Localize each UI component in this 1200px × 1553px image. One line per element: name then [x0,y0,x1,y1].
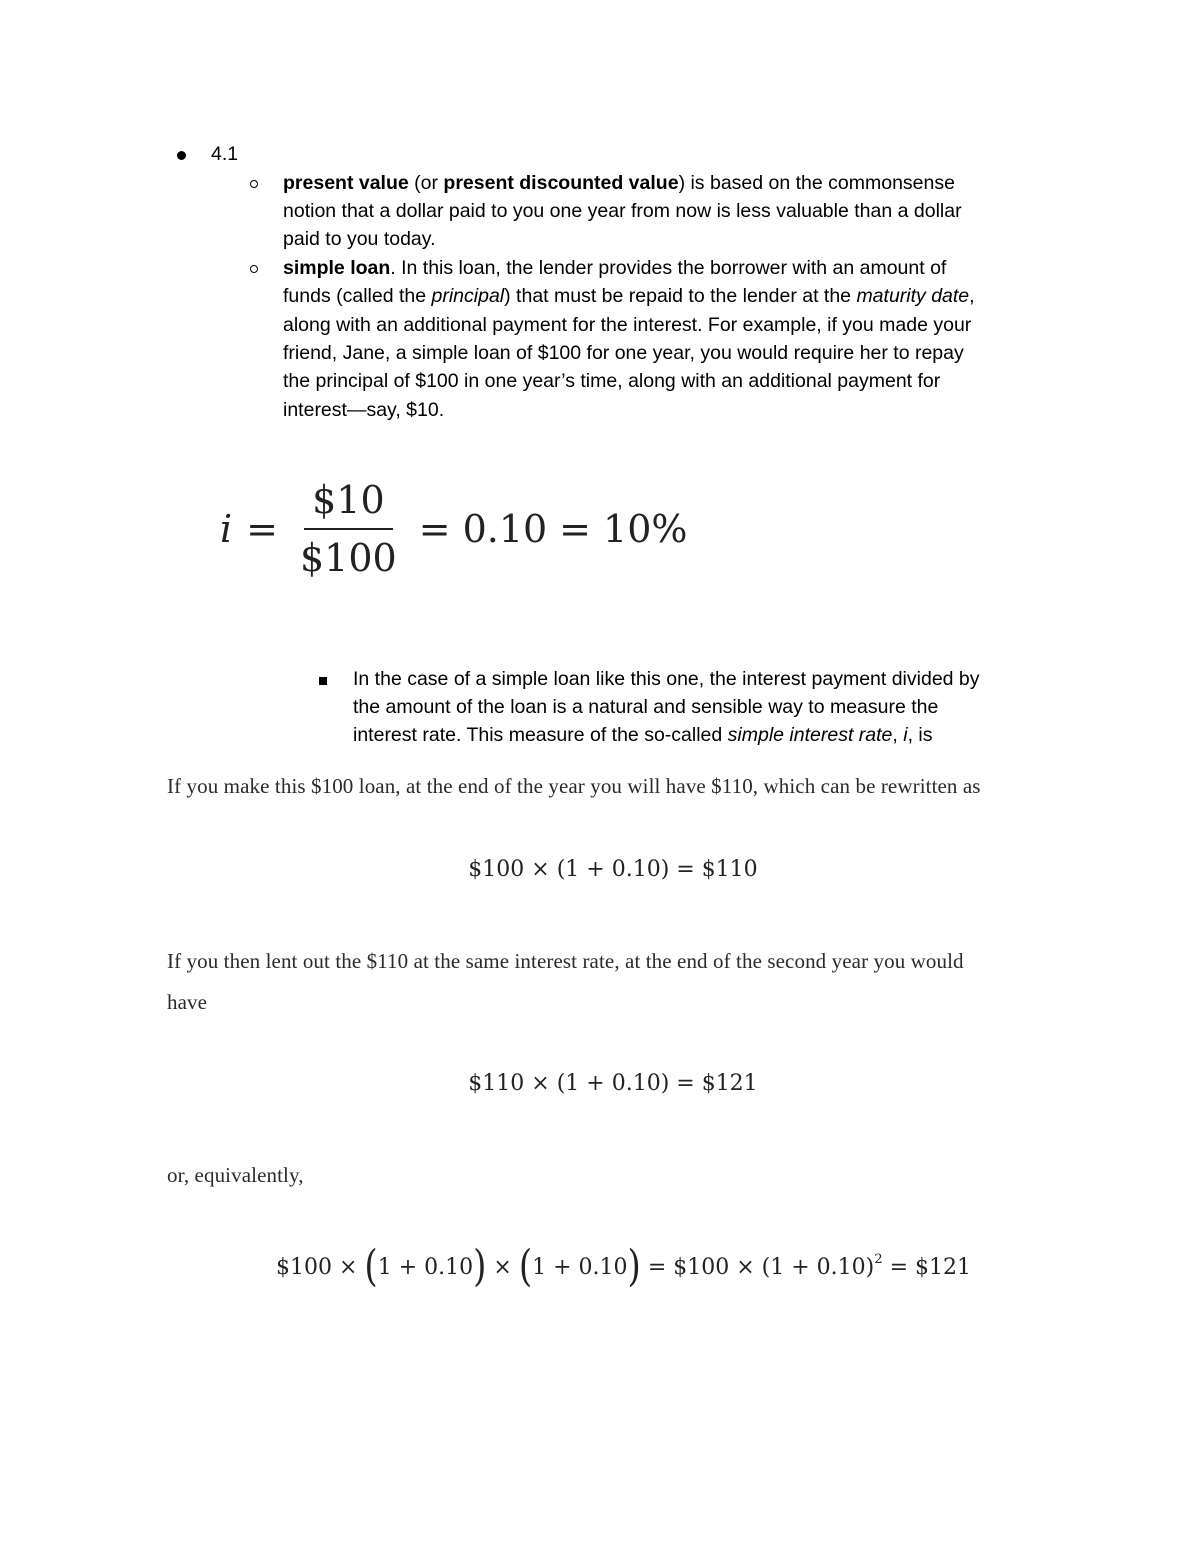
big-paren-close: ) [627,1241,641,1292]
term-maturity-date: maturity date [856,285,970,307]
simple-loan-line-4: friend, Jane, a simple loan of $100 for one year, you would require her to repay [283,342,964,364]
present-value-line-1: present value (or present discounted value) is based on the commonsense [283,172,955,194]
simple-loan-line-6: interest—say, $10. [283,399,445,421]
equation-one-year: $100 × (1 + 0.10) = $110 [468,857,758,882]
simple-loan-line-1: simple loan. In this loan, the lender provides the borrower with an amount of [283,257,947,279]
present-value-line-2: notion that a dollar paid to you one year from now is less valuable than a dollar [283,200,962,222]
eq-var-i: i [220,507,233,551]
equation-second-year: $110 × (1 + 0.10) = $121 [468,1071,758,1096]
sub-point-line-2: the amount of the loan is a natural and sensible way to measure the [353,696,939,718]
big-paren-open: ( [518,1241,533,1292]
present-value-line-3: paid to you today. [283,228,436,250]
exponent: 2 [874,1251,883,1267]
fraction-numerator: $10 [304,478,393,530]
outline-heading: 4.1 [211,143,239,165]
term-simple-loan: simple loan [283,257,391,279]
bullet-ring-icon [250,180,258,188]
simple-loan-line-2: funds (called the principal) that must be repaid to the lender at the maturity date, [283,285,975,307]
big-paren-open: ( [364,1241,378,1292]
sub-point-line-3: interest rate. This measure of the so-called simple interest rate, i, is [353,724,933,746]
paragraph-make-loan: If you make this $100 loan, at the end of the year you will have $110, which can be rewritten as [167,774,981,798]
term-present-value: present value [283,172,409,194]
sub-point-line-1: In the case of a simple loan like this one, the interest payment divided by [353,668,980,690]
paragraph-lent-again-line-2: have [167,990,208,1014]
bullet-dot-icon [177,151,186,160]
term-present-discounted-value: present discounted value [443,172,679,194]
big-paren-close: ) [473,1241,487,1292]
interest-fraction [292,478,405,580]
equation-compound: $100 × ( 1 + 0.10 ) × ( 1 + 0.10 ) = $100 × $(1 + 0.10)^2$ = $121 [276,1241,972,1292]
simple-loan-line-3: along with an additional payment for the interest. For example, if you made your [283,314,972,336]
bullet-ring-icon [250,265,258,273]
paragraph-equivalently: or, equivalently, [167,1163,304,1187]
term-simple-interest-rate: simple interest rate [727,724,893,746]
term-i: i [903,724,908,746]
equation-interest-rate: i = $\frac{\$10}{\$100}$ = 0.10 = 10% [220,478,688,580]
bullet-square-icon [319,677,327,685]
paragraph-lent-again-line-1: If you then lent out the $110 at the same interest rate, at the end of the second year you would [167,949,964,973]
fraction-denominator: $100 [300,536,397,580]
term-principal: principal [431,285,505,307]
simple-loan-line-5: the principal of $100 in one year’s time, along with an additional payment for [283,370,941,392]
